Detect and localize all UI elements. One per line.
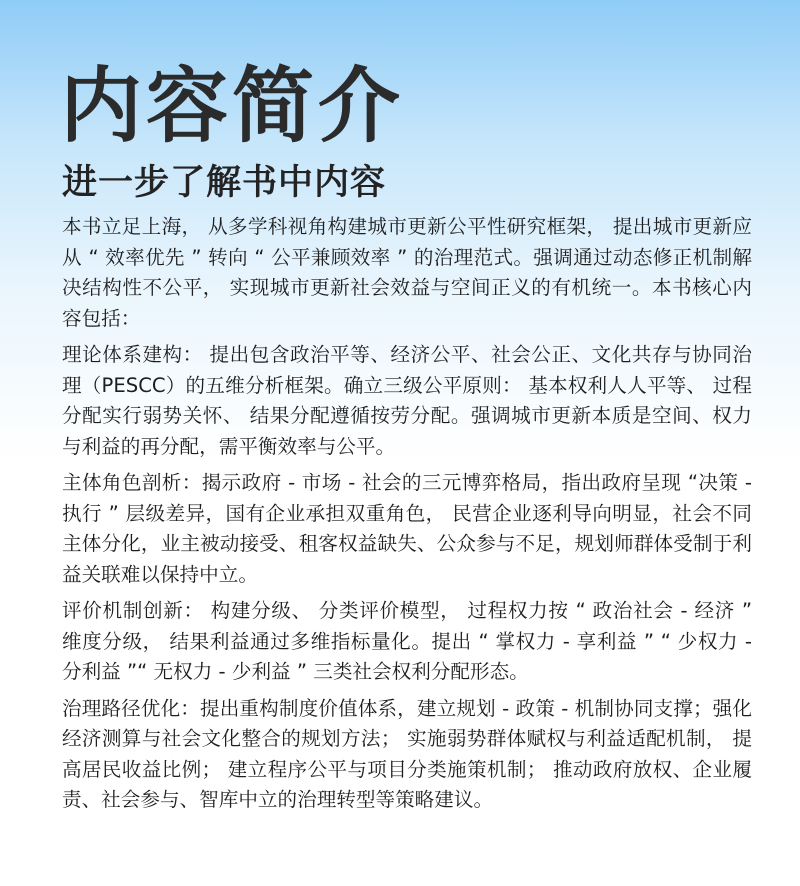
intro-paragraph: 本书立足上海， 从多学科视角构建城市更新公平性研究框架， 提出城市更新应从 “ 效率优先 ” 转向 “ 公平兼顾效率 ” 的治理范式。强调通过动态修正机制解决结构性不公平， 实现城市更新社会效益与空间正义的有机统一。本书核心内容包括： xyxy=(62,215,752,330)
governance-paragraph: 治理路径优化：提出重构制度价值体系，建立规划 - 政策 - 机制协同支撑；强化经济测算与社会文化整合的规划方法； 实施弱势群体赋权与利益适配机制， 提高居民收益比例； 建立程序公平与项目分类施策机制； 推动政府放权、企业履责、社会参与、智库中立的治理转型等策略建议。 xyxy=(62,696,752,811)
theory-paragraph: 理论体系建构： 提出包含政治平等、经济公平、社会公正、文化共存与协同治理（PESCC）的五维分析框架。确立三级公平原则： 基本权利人人平等、 过程分配实行弱势关怀、 结果分配遵循按劳分配。强调城市更新本质是空间、权力与利益的再分配，需平衡效率与公平。 xyxy=(62,343,752,458)
page-title: 内容简介 xyxy=(60,59,405,154)
evaluation-paragraph: 评价机制创新： 构建分级、 分类评价模型， 过程权力按 “ 政治社会 - 经济 ” 维度分级， 结果利益通过多维指标量化。提出 “ 掌权力 - 享利益 ” “ 少权力 - 分利益 ”“ 无权力 - 少利益 ” 三类社会权利分配形态。 xyxy=(62,599,752,683)
actors-paragraph: 主体角色剖析：揭示政府 - 市场 - 社会的三元博弈格局，指出政府呈现 “决策 - 执行 ” 层级差异，国有企业承担双重角色， 民营企业逐利导向明显，社会不同主体分化，业主被动接受、租客权益缺失、公众参与不足，规划师群体受制于利益关联难以保持中立。 xyxy=(62,471,752,586)
page-subtitle: 进一步了解书中内容 xyxy=(62,163,387,203)
content-body xyxy=(62,212,752,816)
